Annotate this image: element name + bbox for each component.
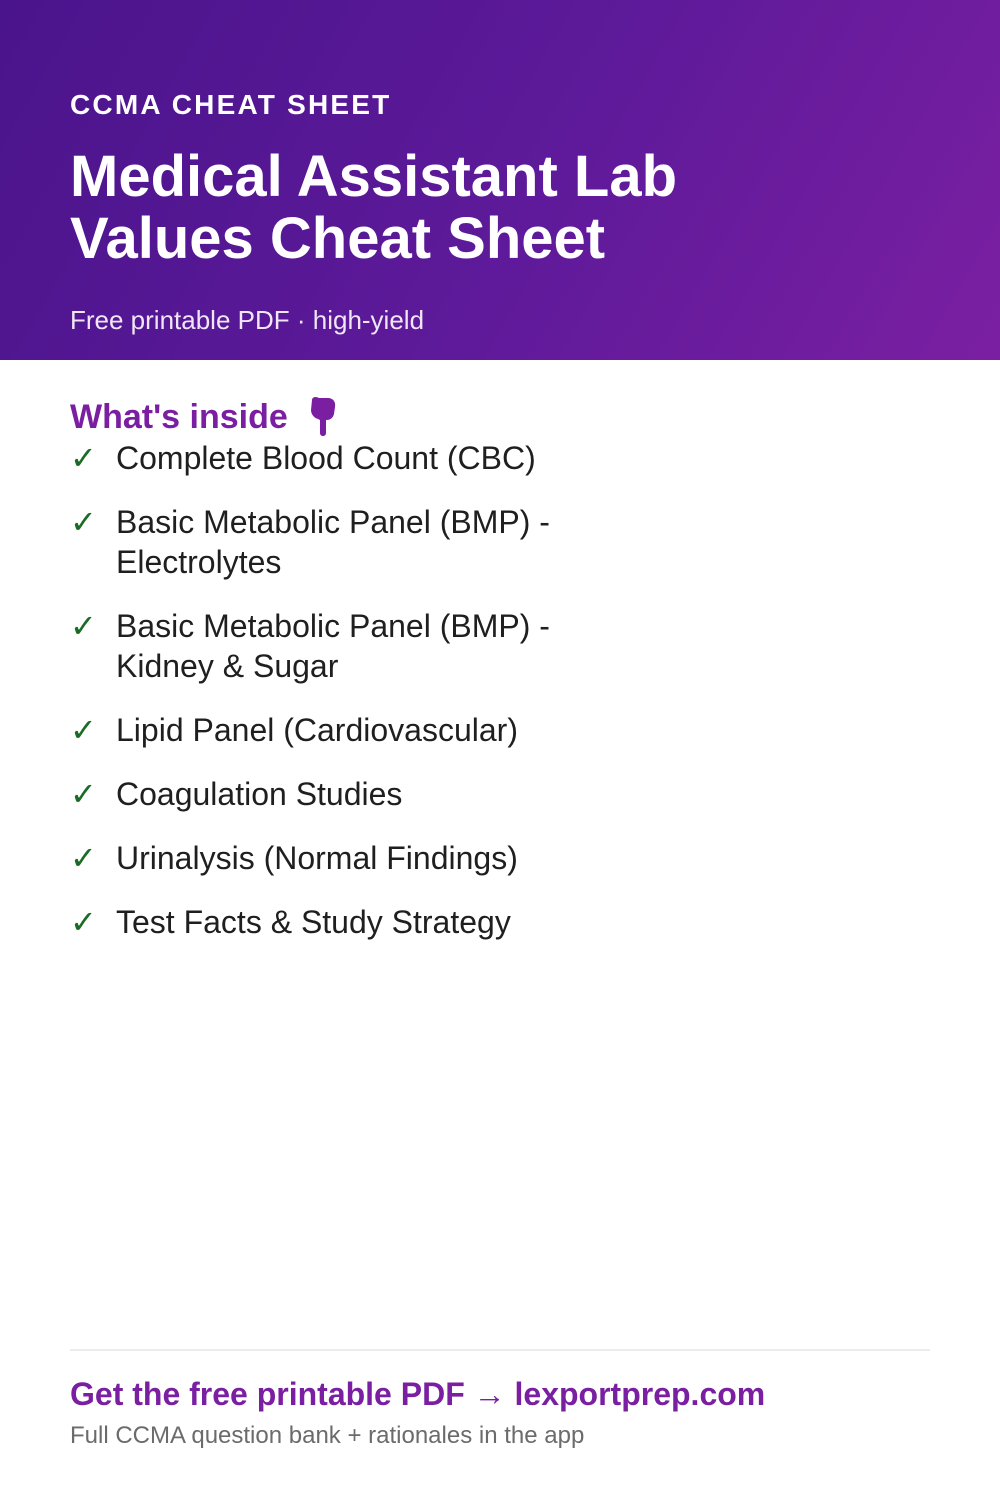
footer-note: Full CCMA question bank + rationales in the app xyxy=(70,1422,585,1449)
list-item xyxy=(70,502,930,582)
list-item xyxy=(70,902,930,942)
page-subtitle: Free printable PDF · high-yield xyxy=(70,305,425,335)
checkmark-icon: ✓ xyxy=(70,607,97,645)
eyebrow-label: CCMA CHEAT SHEET xyxy=(70,89,392,120)
list-item-label: Basic Metabolic Panel (BMP) - Electrolytes xyxy=(116,504,550,580)
list-item-label: Basic Metabolic Panel (BMP) - Kidney & Sugar xyxy=(116,608,550,684)
checkmark-icon: ✓ xyxy=(70,503,97,541)
contents-list xyxy=(70,438,930,942)
list-item-label: Urinalysis (Normal Findings) xyxy=(116,840,518,876)
checkmark-icon: ✓ xyxy=(70,775,97,813)
page-title xyxy=(70,146,950,270)
list-item xyxy=(70,710,930,750)
checkmark-icon: ✓ xyxy=(70,711,97,749)
checkmark-icon: ✓ xyxy=(70,903,97,941)
list-item-label: Test Facts & Study Strategy xyxy=(116,904,511,940)
pointing-down-hand-icon xyxy=(306,396,338,438)
checkmark-icon: ✓ xyxy=(70,839,97,877)
list-item xyxy=(70,838,930,878)
download-pdf-link[interactable]: Get the free printable PDF → lexportprep.com xyxy=(70,1376,766,1412)
list-item xyxy=(70,438,930,478)
page-title-line-1: Medical Assistant Lab xyxy=(70,144,678,209)
hero-banner xyxy=(0,0,1000,360)
checkmark-icon: ✓ xyxy=(70,439,97,477)
list-item-label: Lipid Panel (Cardiovascular) xyxy=(116,712,518,748)
list-item xyxy=(70,606,930,686)
whats-inside-heading xyxy=(70,396,930,438)
list-item-label: Coagulation Studies xyxy=(116,776,403,812)
whats-inside-heading-text: What's inside xyxy=(70,398,288,436)
list-item xyxy=(70,774,930,814)
page-title-line-2: Values Cheat Sheet xyxy=(70,206,606,271)
whats-inside-section xyxy=(70,396,930,966)
list-item-label: Complete Blood Count (CBC) xyxy=(116,440,536,476)
footer-divider xyxy=(70,1349,930,1351)
